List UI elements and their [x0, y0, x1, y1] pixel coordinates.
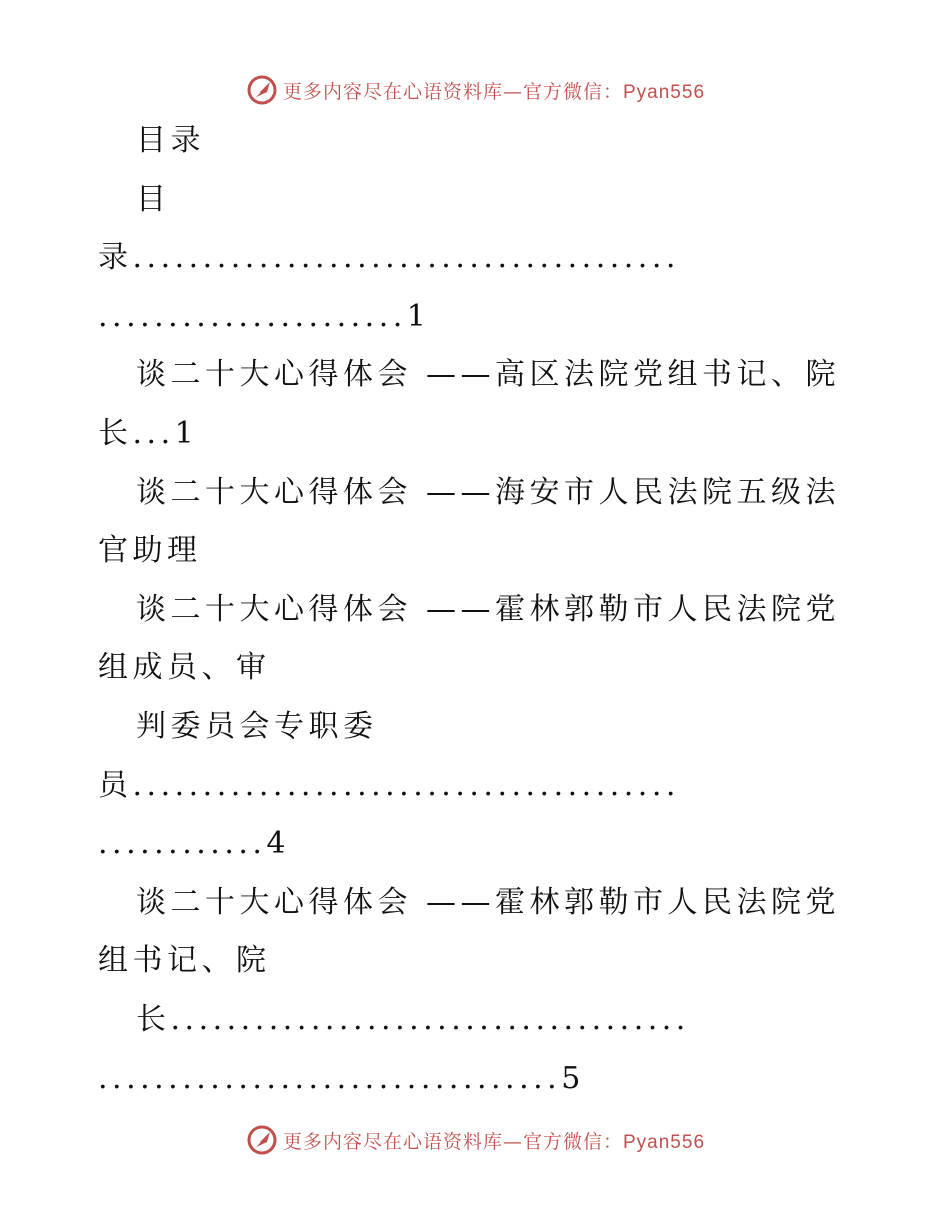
toc-line: 目 — [136, 181, 171, 217]
toc-line: 谈二十大心得体会 ——霍林郭勒市人民法院党 — [136, 591, 841, 627]
toc-line: 组书记、院 — [98, 943, 271, 979]
toc-line: 目录 — [136, 123, 205, 158]
toc-line: .................................5 — [98, 1060, 585, 1096]
banner-text: 更多内容尽在心语资料库—官方微信：Pyan556 — [282, 1130, 706, 1153]
quill-logo-icon — [245, 1123, 279, 1157]
toc-line: 员....................................... — [98, 767, 680, 803]
toc-line: 长...1 — [98, 415, 199, 451]
toc-line: 谈二十大心得体会 ——海安市人民法院五级法 — [136, 474, 841, 510]
table-of-contents — [98, 112, 858, 1108]
toc-line: 组成员、审 — [98, 650, 271, 686]
footer-banner — [0, 1120, 950, 1160]
toc-line: 录....................................... — [98, 240, 680, 276]
header-banner — [0, 70, 950, 110]
toc-line: 官助理 — [98, 533, 202, 569]
toc-line: ......................1 — [98, 298, 431, 334]
toc-line: ............4 — [98, 826, 291, 862]
toc-line: 谈二十大心得体会 ——霍林郭勒市人民法院党 — [136, 884, 841, 920]
toc-line: 长..................................... — [136, 1001, 690, 1037]
quill-logo-icon — [245, 73, 279, 107]
toc-line: 判委员会专职委 — [136, 708, 378, 744]
toc-line: 谈二十大心得体会 ——高区法院党组书记、院 — [136, 357, 841, 393]
banner-text: 更多内容尽在心语资料库—官方微信：Pyan556 — [282, 80, 706, 103]
